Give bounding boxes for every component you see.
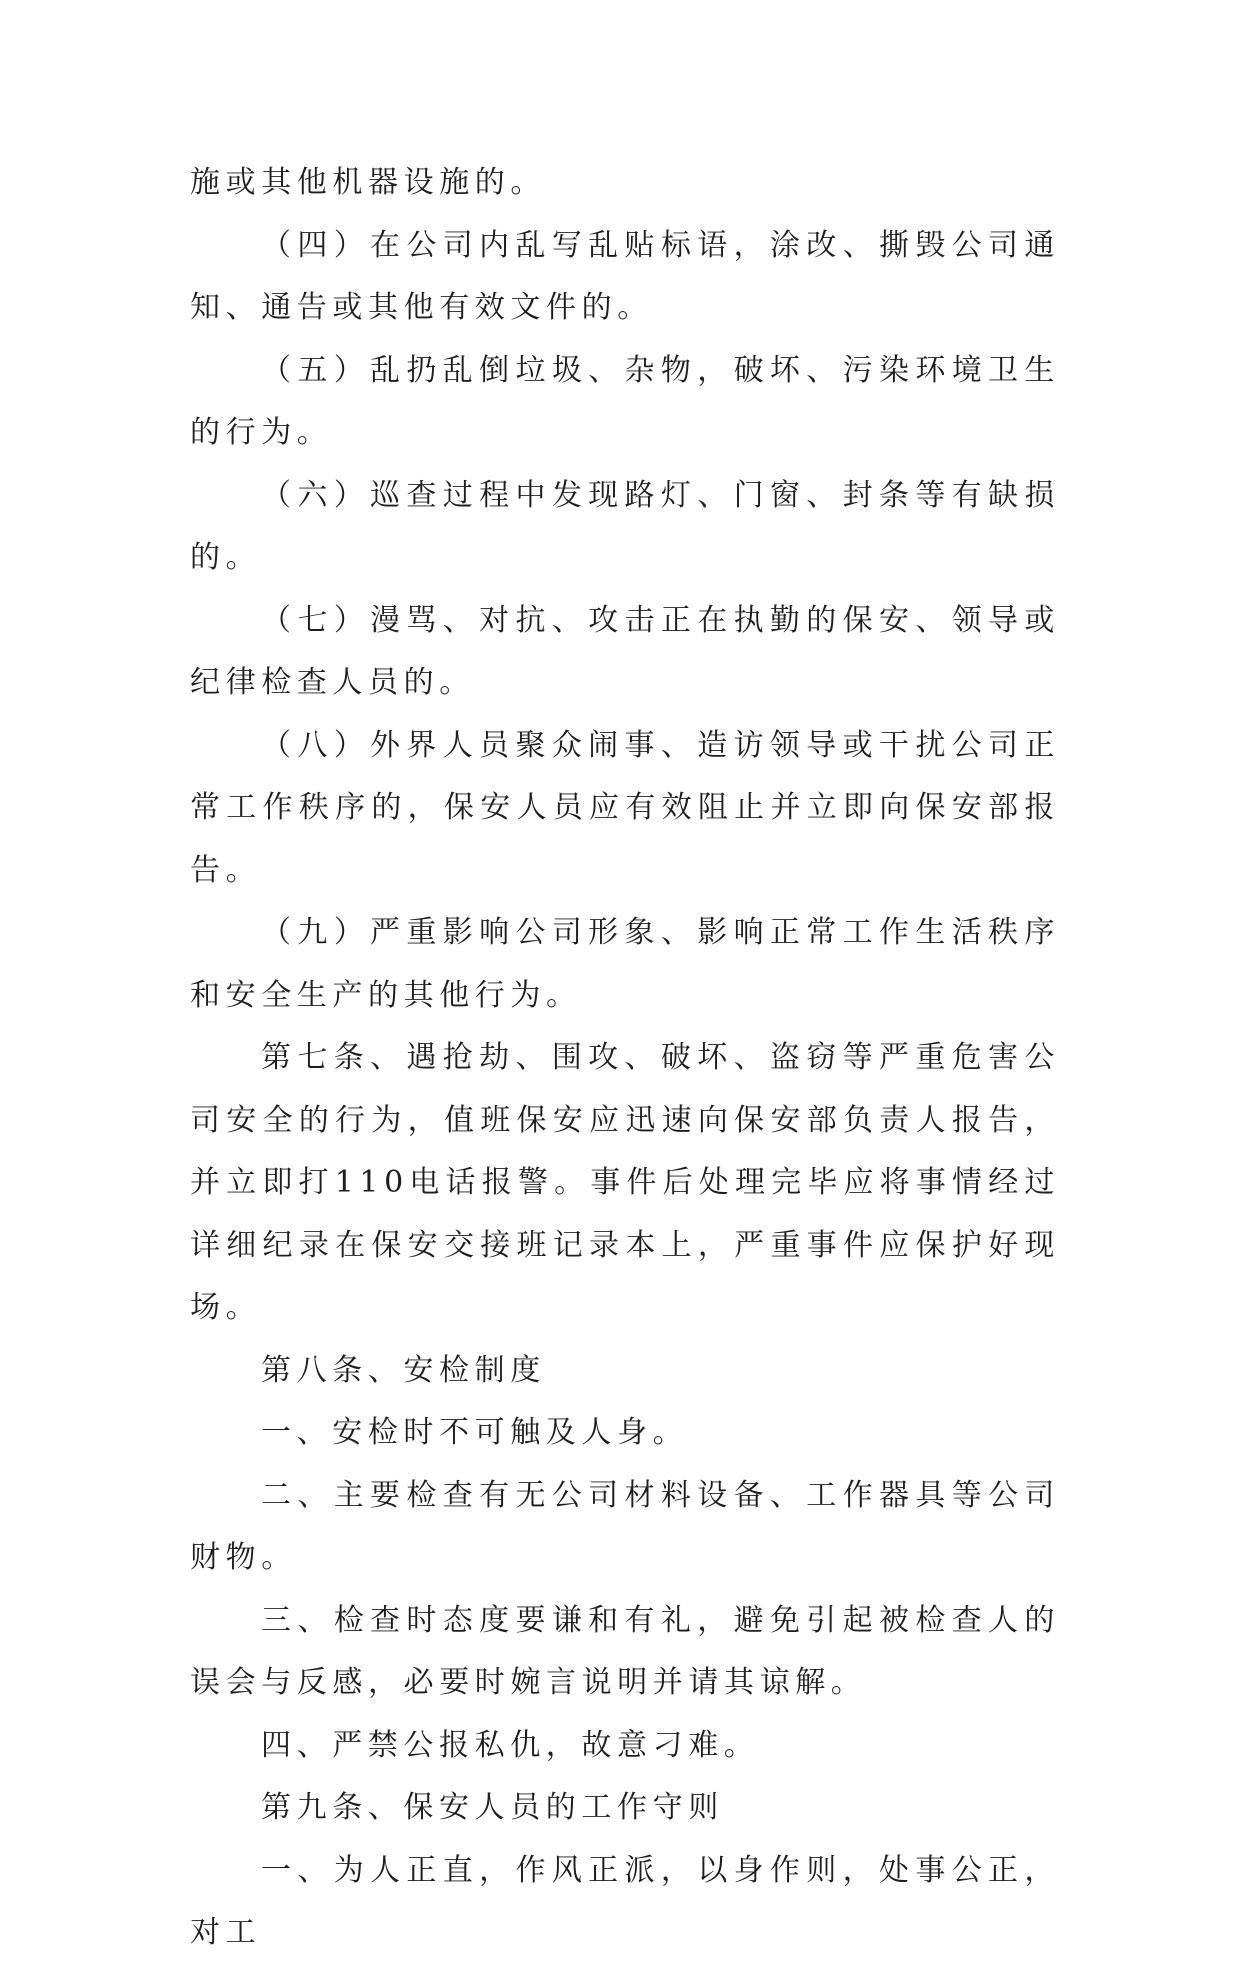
paragraph-work-rule-1: 一、为人正直，作风正派，以身作则，处事公正，对工 — [190, 1852, 1060, 1950]
paragraph-item-9: （九）严重影响公司形象、影响正常工作生活秩序和安全生产的其他行为。 — [190, 915, 1060, 1013]
paragraph-item-5: （五）乱扔乱倒垃圾、杂物，破坏、污染环境卫生的行为。 — [190, 352, 1060, 450]
paragraph-security-check-1: 一、安检时不可触及人身。 — [261, 1415, 689, 1450]
paragraph-item-7: （七）漫骂、对抗、攻击正在执勤的保安、领导或纪律检查人员的。 — [190, 602, 1060, 700]
paragraph-item-6: （六）巡查过程中发现路灯、门窗、封条等有缺损的。 — [190, 477, 1060, 575]
heading-article-9: 第九条、保安人员的工作守则 — [261, 1790, 724, 1825]
paragraph-item-8: （八）外界人员聚众闹事、造访领导或干扰公司正常工作秩序的，保安人员应有效阻止并立即向保安部报告。 — [190, 727, 1060, 888]
paragraph-security-check-2: 二、主要检查有无公司材料设备、工作器具等公司财物。 — [190, 1477, 1060, 1575]
paragraph-security-check-4: 四、严禁公报私仇，故意刁难。 — [261, 1727, 760, 1763]
paragraph-security-check-3: 三、检查时态度要谦和有礼，避免引起被检查人的误会与反感，必要时婉言说明并请其谅解。 — [190, 1602, 1060, 1700]
paragraph-article-7: 第七条、遇抢劫、围攻、破坏、盗窃等严重危害公司安全的行为，值班保安应迅速向保安部负责人报告，并立即打110电话报警。事件后处理完毕应将事情经过详细纪录在保安交接班记录本上，严重事件应保护好现场。 — [190, 1040, 1060, 1325]
heading-article-8: 第八条、安检制度 — [261, 1352, 546, 1388]
paragraph-continuation: 施或其他机器设施的。 — [190, 165, 546, 200]
paragraph-item-4: （四）在公司内乱写乱贴标语，涂改、撕毁公司通知、通告或其他有效文件的。 — [190, 227, 1060, 325]
document-body — [190, 152, 1060, 1965]
